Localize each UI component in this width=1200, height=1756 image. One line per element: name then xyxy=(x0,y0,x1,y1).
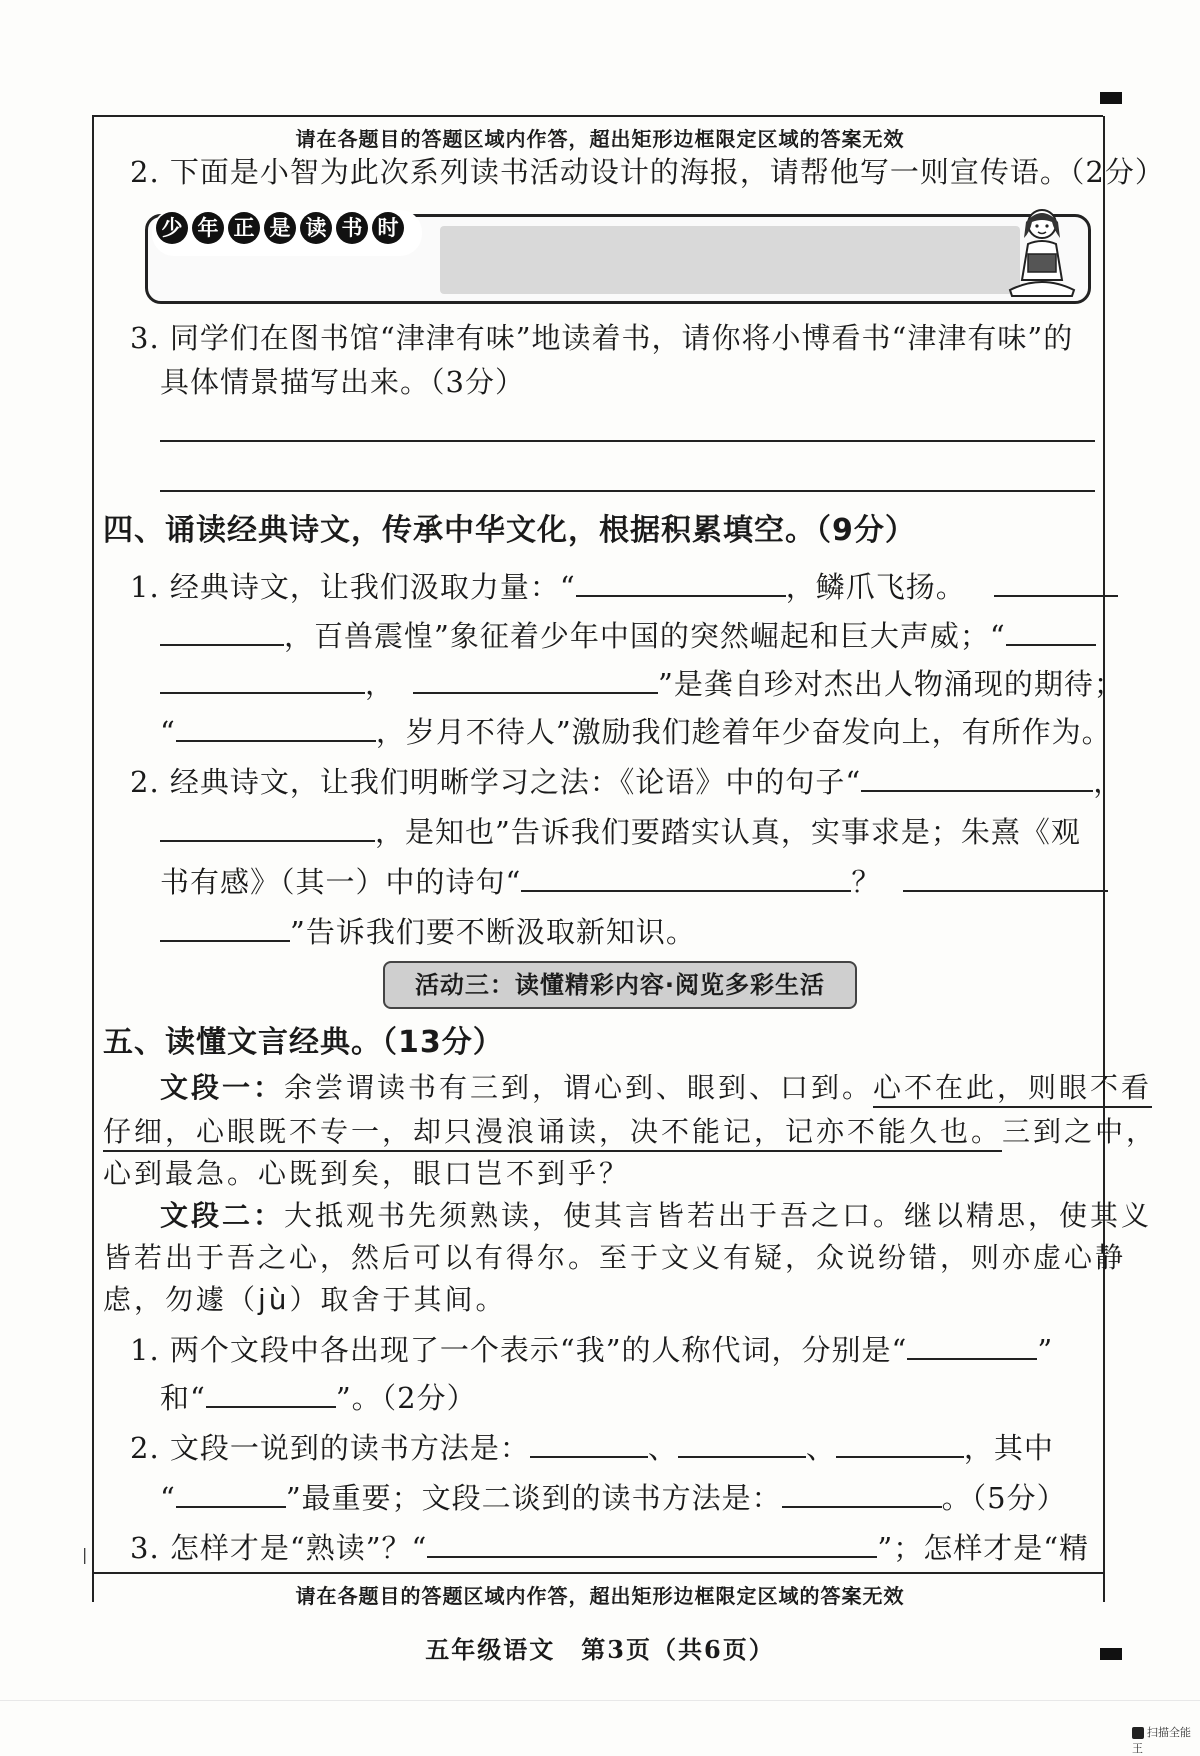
s5-p2-label: 文段二： xyxy=(160,1199,285,1232)
s4-q2-line3 xyxy=(160,860,1108,902)
frame-top-border xyxy=(92,115,1103,117)
alignment-marker-top-right xyxy=(1100,92,1122,104)
s4-q1-text: ，百兽震惶”象征着少年中国的突然崛起和巨大声威；“ xyxy=(284,619,1006,653)
s4-q2-line4 xyxy=(160,910,696,952)
poster-char: 年 xyxy=(192,212,224,244)
s4-q2-text: 书有感》（其一）中的诗句“ xyxy=(160,865,522,899)
s4-q1-text: ”是龚自珍对杰出人物涌现的期待； xyxy=(658,667,1124,701)
poster-char: 正 xyxy=(228,212,260,244)
s4-q1-line4 xyxy=(160,710,1112,752)
s4-q2-line1 xyxy=(130,760,1123,802)
section-4-title: 四、诵读经典诗文，传承中华文化，根据积累填空。（9分） xyxy=(103,513,916,548)
s4-q1-text: “ xyxy=(160,715,176,749)
s5-q2-text: 。（5分） xyxy=(941,1481,1067,1515)
s4-q2-text: ？ xyxy=(851,865,882,899)
q3-answer-line-2[interactable] xyxy=(160,490,1095,492)
s5-q2-text: 、 xyxy=(805,1431,836,1465)
s5-q1-line2 xyxy=(160,1376,477,1418)
q2-text: 2. 下面是小智为此次系列读书活动设计的海报，请帮他写一则宣传语。（2分） xyxy=(130,155,1165,189)
blank[interactable] xyxy=(176,710,376,742)
s5-p1-label: 文段一： xyxy=(160,1071,285,1104)
q3-line2: 具体情景描写出来。（3分） xyxy=(160,365,525,399)
header-notice: 请在各题目的答题区域内作答，超出矩形边框限定区域的答案无效 xyxy=(295,127,905,151)
s4-q1-text: ， xyxy=(365,667,396,701)
poster-char: 是 xyxy=(264,212,296,244)
blank[interactable] xyxy=(678,1426,806,1458)
margin-mark: | xyxy=(82,1545,88,1564)
s4-q2-text: ，是知也”告诉我们要踏实认真，实事求是；朱熹《观 xyxy=(375,815,1081,849)
blank[interactable] xyxy=(427,1526,877,1558)
scanner-logo-icon xyxy=(1132,1727,1144,1739)
s5-q3-text: ”；怎样才是“精 xyxy=(877,1531,1090,1565)
s4-q1-line3 xyxy=(160,662,1124,704)
blank[interactable] xyxy=(160,810,375,842)
s4-q1-text: 1. 经典诗文，让我们汲取力量：“ xyxy=(130,570,576,604)
poster-title xyxy=(156,212,404,244)
s5-q2-text: 、 xyxy=(647,1431,678,1465)
s5-p2-line3: 虑，勿遽（jù）取舍于其间。 xyxy=(103,1283,507,1316)
page-footer: 五年级语文 第3页（共6页） xyxy=(425,1635,775,1664)
blank[interactable] xyxy=(836,1426,964,1458)
s4-q2-line2 xyxy=(160,810,1081,852)
poster-char: 时 xyxy=(372,212,404,244)
s5-p1-text: 三到之中， xyxy=(1002,1115,1158,1148)
s5-q2-text: ”最重要；文段二谈到的读书方法是： xyxy=(285,1481,782,1515)
s5-q3-text: 3. 怎样才是“熟读”？“ xyxy=(130,1531,428,1565)
blank[interactable] xyxy=(160,662,365,694)
s5-q2-line1 xyxy=(130,1426,1054,1468)
s5-q1-text: 1. 两个文段中各出现了一个表示“我”的人称代词，分别是“ xyxy=(130,1333,908,1367)
s4-q2-text: 2. 经典诗文，让我们明晰学习之法：《论语》中的句子“ xyxy=(130,765,862,799)
s5-q2-text: “ xyxy=(160,1481,176,1515)
poster-answer-area[interactable] xyxy=(440,226,1020,294)
frame-bottom-border xyxy=(92,1572,1103,1574)
blank[interactable] xyxy=(176,1476,286,1508)
s4-q1-text: ，岁月不待人”激励我们趁着年少奋发向上，有所作为。 xyxy=(375,715,1112,749)
q3-line1: 3. 同学们在图书馆“津津有味”地读着书，请你将小博看书“津津有味”的 xyxy=(130,321,1074,355)
section-5-title: 五、读懂文言经典。（13分） xyxy=(103,1025,504,1060)
blank[interactable] xyxy=(576,565,786,597)
blank[interactable] xyxy=(861,760,1093,792)
blank[interactable] xyxy=(206,1376,336,1408)
blank[interactable] xyxy=(521,860,851,892)
s5-p1-line1 xyxy=(160,1068,1152,1108)
s4-q2-text: ”告诉我们要不断汲取新知识。 xyxy=(290,915,696,949)
s5-q1-text: ”。（2分） xyxy=(335,1381,477,1415)
poster-char: 读 xyxy=(300,212,332,244)
blank[interactable] xyxy=(530,1426,648,1458)
s5-p1-underlined: 仔细，心眼既不专一，却只漫浪诵读，决不能记，记亦不能久也。 xyxy=(103,1115,1002,1152)
blank[interactable] xyxy=(1006,614,1096,646)
blank[interactable] xyxy=(994,565,1118,597)
footer-notice: 请在各题目的答题区域内作答，超出矩形边框限定区域的答案无效 xyxy=(295,1584,905,1608)
blank[interactable] xyxy=(903,860,1108,892)
q3-answer-line-1[interactable] xyxy=(160,440,1095,442)
activity-3-banner: 活动三：读懂精彩内容·阅览多彩生活 xyxy=(383,961,857,1009)
blank[interactable] xyxy=(907,1328,1037,1360)
s4-q1-line2 xyxy=(160,614,1096,656)
scanner-label: 扫描全能王 xyxy=(1132,1726,1191,1755)
poster-char: 少 xyxy=(156,212,188,244)
blank[interactable] xyxy=(782,1476,942,1508)
s5-p1-line3: 心到最急。心既到矣，眼口岂不到乎？ xyxy=(103,1157,631,1190)
blank[interactable] xyxy=(160,910,290,942)
s5-q2-text: 2. 文段一说到的读书方法是： xyxy=(130,1431,530,1465)
s4-q1-line1 xyxy=(130,565,1118,607)
s4-q2-text: ， xyxy=(1093,765,1124,799)
s5-q2-line2 xyxy=(160,1476,1067,1518)
scan-edge xyxy=(0,1700,1200,1701)
s5-p1-underlined: 心不在此，则眼不看 xyxy=(873,1071,1152,1108)
blank[interactable] xyxy=(160,614,284,646)
s5-p1-line2 xyxy=(103,1112,1157,1152)
s5-q2-text: ，其中 xyxy=(963,1431,1054,1465)
poster-char: 书 xyxy=(336,212,368,244)
s5-p1-text: 余尝谓读书有三到，谓心到、眼到、口到。 xyxy=(284,1071,874,1104)
s5-p2-line2: 皆若出于吾之心，然后可以有得尔。至于文义有疑，众说纷错，则亦虚心静 xyxy=(103,1241,1127,1274)
s5-q3-line1 xyxy=(130,1526,1089,1568)
reading-girl-illustration xyxy=(1002,204,1080,300)
blank[interactable] xyxy=(413,662,658,694)
scanner-watermark xyxy=(1132,1724,1200,1756)
s4-q1-text: ，鳞爪飞扬。 xyxy=(785,570,966,604)
s5-q1-text: 和“ xyxy=(160,1381,206,1415)
s5-q1-text: ” xyxy=(1037,1333,1054,1367)
s5-p2-line1 xyxy=(160,1196,1152,1236)
s5-q1-line1 xyxy=(130,1328,1053,1370)
s5-p2-text: 大抵观书先须熟读，使其言皆若出于吾之口。继以精思，使其义 xyxy=(284,1199,1153,1232)
